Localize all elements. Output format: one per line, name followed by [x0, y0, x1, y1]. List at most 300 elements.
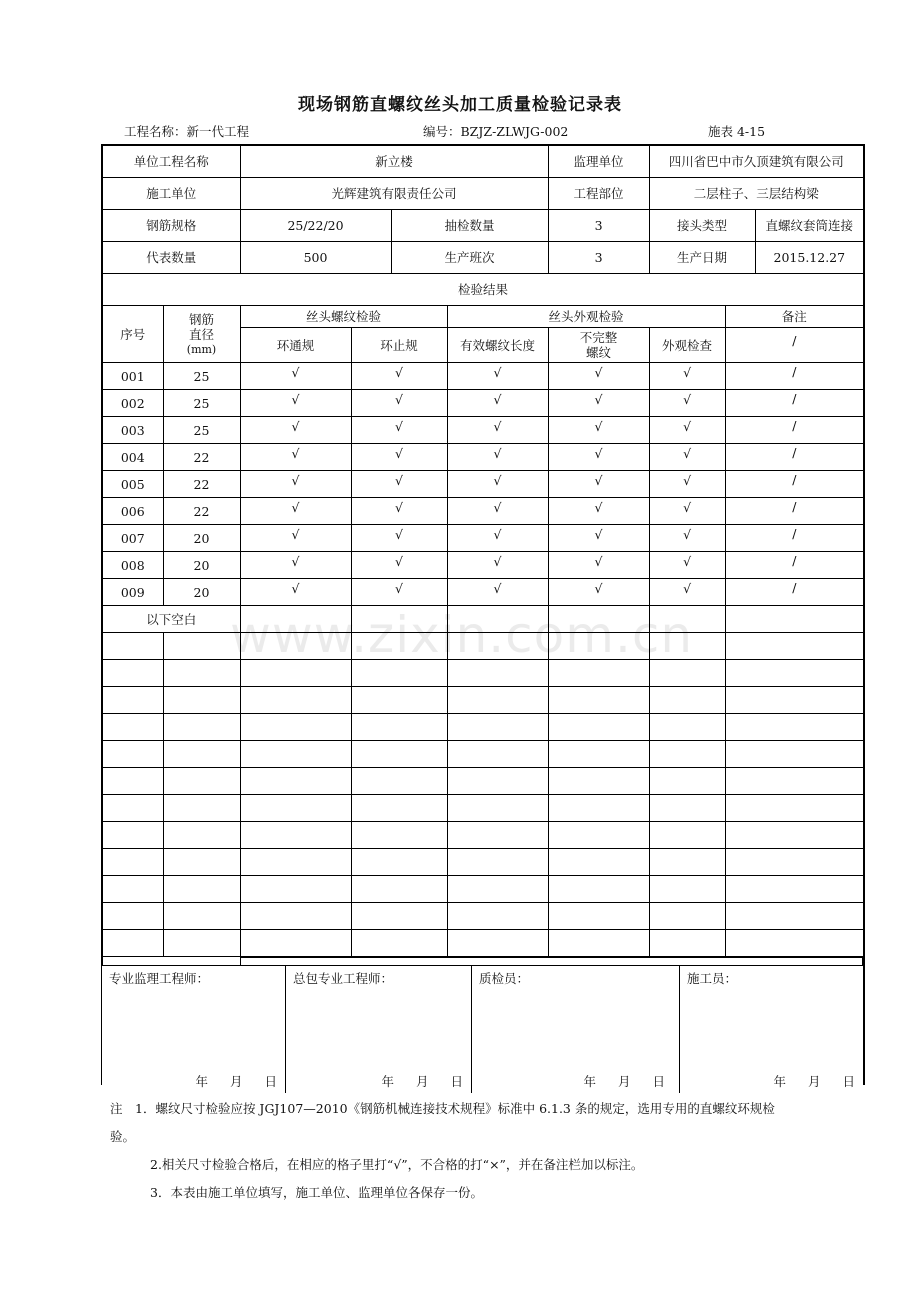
blank-cell — [725, 660, 864, 687]
blank-cell — [102, 903, 163, 930]
blank-cell — [102, 660, 163, 687]
incomplete-thread-cell — [548, 552, 649, 579]
go-gauge-cell-mark: √ — [291, 526, 300, 542]
blank-cell — [163, 633, 240, 660]
blank-cell — [447, 633, 548, 660]
effective-length-cell-mark: √ — [493, 418, 502, 434]
results-title-row — [102, 274, 864, 306]
blank-cell — [240, 795, 351, 822]
remark-cell — [725, 363, 864, 390]
blank-cell — [163, 687, 240, 714]
remark-cell — [725, 471, 864, 498]
blank-cell — [725, 849, 864, 876]
table-row — [102, 579, 864, 606]
go-gauge-cell-mark: √ — [291, 391, 300, 407]
go-gauge-cell — [240, 444, 351, 471]
inspection-table — [101, 144, 865, 1085]
effective-length-cell — [447, 471, 548, 498]
table-row — [102, 390, 864, 417]
blank-cell — [351, 876, 447, 903]
blank-cell — [240, 849, 351, 876]
incomplete-thread-cell — [548, 444, 649, 471]
thread-check-header: 丝头螺纹检验 — [240, 306, 447, 328]
nogo-gauge-cell — [351, 363, 447, 390]
blank-cell — [548, 714, 649, 741]
blank-cell — [649, 876, 725, 903]
rebar-spec-value: 25/22/20 — [240, 210, 391, 242]
go-gauge-cell-mark: √ — [291, 364, 300, 380]
nogo-gauge-cell — [351, 525, 447, 552]
nogo-gauge-cell — [351, 552, 447, 579]
nogo-gauge-cell-mark: √ — [395, 418, 403, 434]
effective-length-cell — [447, 552, 548, 579]
result-rows — [102, 363, 864, 606]
visual-check-cell — [649, 444, 725, 471]
form-number: 施表 4-15 — [708, 124, 766, 139]
blank-cell — [725, 633, 864, 660]
blank-cell — [548, 849, 649, 876]
blank-cell — [725, 714, 864, 741]
effective-length-cell — [447, 363, 548, 390]
blank-cell — [649, 633, 725, 660]
go-gauge-cell — [240, 417, 351, 444]
blank-cell — [548, 903, 649, 930]
blank-cell — [351, 930, 447, 957]
remark-header-slash: / — [792, 332, 797, 348]
sig-constructor-label: 施工员： — [687, 971, 738, 986]
incomplete-thread-cell — [548, 579, 649, 606]
visual-check-cell — [649, 579, 725, 606]
effective-length-cell — [447, 579, 548, 606]
remark-cell-mark: / — [792, 471, 797, 487]
blank-cell — [351, 822, 447, 849]
table-row — [102, 363, 864, 390]
diameter-cell: 20 — [163, 525, 240, 552]
blank-cell — [163, 849, 240, 876]
visual-check-cell-mark: √ — [683, 580, 692, 596]
rep-qty-label: 代表数量 — [102, 242, 240, 274]
seq-cell: 006 — [102, 498, 163, 525]
incomplete-thread-cell-mark: √ — [594, 526, 603, 542]
info-row-1 — [102, 145, 864, 178]
blank-cell — [351, 660, 447, 687]
incomplete-thread-line-2: 螺纹 — [586, 345, 612, 360]
sig-supervisor-date: 年 月 日 — [195, 1074, 277, 1089]
sig-constructor-box — [680, 966, 863, 1093]
effective-length-cell-mark: √ — [493, 553, 502, 569]
blank-cell — [351, 849, 447, 876]
blank-cell — [548, 687, 649, 714]
remark-cell-mark: / — [792, 498, 797, 514]
supervisor-value: 四川省巴中市久顶建筑有限公司 — [649, 145, 864, 178]
sig-supervisor-label: 专业监理工程师： — [109, 971, 210, 986]
nogo-gauge-cell-mark: √ — [395, 391, 403, 407]
incomplete-thread-cell-mark: √ — [594, 418, 603, 434]
effective-length-cell-mark: √ — [493, 472, 502, 488]
blank-cell — [351, 903, 447, 930]
blank-cell — [240, 768, 351, 795]
sig-supervisor-box — [102, 966, 286, 1093]
visual-check-cell-mark: √ — [683, 472, 692, 488]
nogo-gauge-header: 环止规 — [351, 328, 447, 363]
remark-cell — [725, 498, 864, 525]
remark-cell-mark: / — [792, 579, 797, 595]
blank-cell — [240, 741, 351, 768]
visual-check-header: 外观检查 — [649, 328, 725, 363]
visual-check-cell-mark: √ — [683, 391, 692, 407]
remark-cell — [725, 390, 864, 417]
blank-cell — [548, 930, 649, 957]
unit-project-value: 新立楼 — [240, 145, 548, 178]
visual-check-cell-mark: √ — [683, 526, 692, 542]
blank-cell — [351, 741, 447, 768]
nogo-gauge-cell — [351, 417, 447, 444]
nogo-gauge-cell-mark: √ — [395, 445, 403, 461]
go-gauge-cell — [240, 363, 351, 390]
blank-cell — [447, 714, 548, 741]
blank-row — [102, 930, 864, 957]
incomplete-thread-cell-mark: √ — [594, 472, 603, 488]
blank-cell — [649, 714, 725, 741]
supervisor-label: 监理单位 — [548, 145, 649, 178]
incomplete-thread-cell — [548, 417, 649, 444]
diameter-cell: 20 — [163, 552, 240, 579]
diameter-header — [163, 306, 240, 363]
go-gauge-cell — [240, 552, 351, 579]
remark-cell — [725, 444, 864, 471]
blank-cell — [548, 822, 649, 849]
project-name: 工程名称：新一代工程 — [124, 124, 250, 139]
blank-cell — [163, 768, 240, 795]
blank-cell — [649, 768, 725, 795]
seq-cell: 002 — [102, 390, 163, 417]
incomplete-thread-cell-mark: √ — [594, 391, 603, 407]
blank-rows — [102, 633, 864, 957]
blank-cell — [163, 660, 240, 687]
blank-cell — [163, 741, 240, 768]
go-gauge-header: 环通规 — [240, 328, 351, 363]
blank-cell — [163, 822, 240, 849]
blank-cell — [102, 687, 163, 714]
blank-cell — [447, 768, 548, 795]
blank-cell — [351, 633, 447, 660]
visual-check-cell-mark: √ — [683, 499, 692, 515]
blank-cell — [447, 822, 548, 849]
seq-cell: 007 — [102, 525, 163, 552]
info-row-2 — [102, 178, 864, 210]
blank-cell — [548, 795, 649, 822]
blank-row — [102, 633, 864, 660]
blank-row — [102, 714, 864, 741]
blank-cell — [725, 768, 864, 795]
blank-cell — [102, 822, 163, 849]
remark-cell-mark: / — [792, 363, 797, 379]
remark-cell — [725, 552, 864, 579]
blank-cell — [447, 849, 548, 876]
effective-length-cell — [447, 390, 548, 417]
incomplete-thread-cell-mark: √ — [594, 499, 603, 515]
effective-length-cell — [447, 525, 548, 552]
remark-cell-mark: / — [792, 552, 797, 568]
blank-row — [102, 849, 864, 876]
blank-cell — [351, 768, 447, 795]
project-part-value: 二层柱子、三层结构梁 — [649, 178, 864, 210]
incomplete-thread-cell — [548, 363, 649, 390]
go-gauge-cell — [240, 498, 351, 525]
effective-length-cell-mark: √ — [493, 526, 502, 542]
sig-contractor-date: 年 月 日 — [381, 1074, 463, 1089]
sample-qty-label: 抽检数量 — [391, 210, 548, 242]
table-row — [102, 471, 864, 498]
blank-cell — [447, 876, 548, 903]
blank-cell — [725, 903, 864, 930]
diameter-cell: 25 — [163, 390, 240, 417]
nogo-gauge-cell-mark: √ — [395, 580, 403, 596]
construction-unit-label: 施工单位 — [102, 178, 240, 210]
shift-label: 生产班次 — [391, 242, 548, 274]
blank-cell — [102, 795, 163, 822]
form-title: 现场钢筋直螺纹丝头加工质量检验记录表 — [298, 95, 622, 115]
blank-cell — [351, 714, 447, 741]
blank-row — [102, 795, 864, 822]
results-title: 检验结果 — [102, 274, 864, 306]
blank-cell — [102, 768, 163, 795]
blank-cell — [240, 687, 351, 714]
sig-inspector-label: 质检员： — [479, 971, 530, 986]
seq-cell: 003 — [102, 417, 163, 444]
seq-cell: 001 — [102, 363, 163, 390]
go-gauge-cell-mark: √ — [291, 472, 300, 488]
blank-cell — [649, 822, 725, 849]
visual-check-cell — [649, 498, 725, 525]
nogo-gauge-cell — [351, 444, 447, 471]
note-3: 3．本表由施工单位填写，施工单位、监理单位各保存一份。 — [150, 1185, 483, 1200]
blank-row — [102, 687, 864, 714]
blank-row — [102, 876, 864, 903]
sig-inspector-box — [472, 966, 680, 1093]
diameter-header-line-1: 钢筋 — [189, 311, 215, 327]
visual-check-cell — [649, 471, 725, 498]
blank-cell — [163, 930, 240, 957]
nogo-gauge-cell-mark: √ — [395, 553, 403, 569]
diameter-cell: 22 — [163, 471, 240, 498]
blank-cell — [351, 687, 447, 714]
visual-check-cell-mark: √ — [683, 445, 692, 461]
incomplete-thread-cell — [548, 525, 649, 552]
signature-area — [102, 965, 863, 1093]
table-row — [102, 417, 864, 444]
nogo-gauge-cell-mark: √ — [395, 472, 403, 488]
diameter-header-line-2: 直径 — [189, 326, 215, 342]
blank-cell — [163, 795, 240, 822]
rebar-spec-label: 钢筋规格 — [102, 210, 240, 242]
go-gauge-cell-mark: √ — [291, 580, 300, 596]
construction-unit-value: 光辉建筑有限责任公司 — [240, 178, 548, 210]
effective-length-cell-mark: √ — [493, 580, 502, 596]
remark-cell-mark: / — [792, 444, 797, 460]
blank-cell — [102, 741, 163, 768]
remark-cell-mark: / — [792, 525, 797, 541]
blank-cell — [447, 741, 548, 768]
visual-check-cell-mark: √ — [683, 418, 692, 434]
blank-cell — [240, 633, 351, 660]
seq-cell: 005 — [102, 471, 163, 498]
go-gauge-cell-mark: √ — [291, 418, 300, 434]
blank-cell — [447, 930, 548, 957]
go-gauge-cell — [240, 390, 351, 417]
nogo-gauge-cell-mark: √ — [395, 526, 403, 542]
remark-cell-mark: / — [792, 390, 797, 406]
remark-cell — [725, 579, 864, 606]
remark-header-value — [725, 328, 864, 363]
prod-date-value: 2015.12.27 — [755, 242, 864, 274]
blank-cell — [649, 903, 725, 930]
blank-cell — [548, 633, 649, 660]
effective-length-cell — [447, 444, 548, 471]
shift-value: 3 — [548, 242, 649, 274]
blank-cell — [163, 903, 240, 930]
effective-length-cell-mark: √ — [493, 499, 502, 515]
diameter-cell: 22 — [163, 444, 240, 471]
go-gauge-cell-mark: √ — [291, 553, 300, 569]
blank-cell — [102, 876, 163, 903]
sample-qty-value: 3 — [548, 210, 649, 242]
table-row — [102, 552, 864, 579]
sig-inspector-date: 年 月 日 — [583, 1074, 665, 1089]
incomplete-thread-cell-mark: √ — [594, 553, 603, 569]
incomplete-thread-line-1: 不完整 — [579, 330, 618, 345]
incomplete-thread-header — [548, 328, 649, 363]
diameter-cell: 20 — [163, 579, 240, 606]
blank-cell — [240, 903, 351, 930]
sig-constructor-date: 年 月 日 — [773, 1074, 855, 1089]
blank-cell — [102, 633, 163, 660]
visual-check-cell-mark: √ — [683, 364, 692, 380]
blank-cell — [548, 876, 649, 903]
effective-length-cell — [447, 417, 548, 444]
note-1a: 注 1．螺纹尺寸检验应按 JGJ107—2010《钢筋机械连接技术规程》标准中 6.1.3 条的规定，选用专用的直螺纹环规检 — [110, 1101, 775, 1116]
blank-cell — [725, 876, 864, 903]
blank-cell — [725, 930, 864, 957]
blank-cell — [240, 822, 351, 849]
incomplete-thread-cell — [548, 498, 649, 525]
go-gauge-cell — [240, 471, 351, 498]
diameter-cell: 25 — [163, 363, 240, 390]
blank-cell — [240, 660, 351, 687]
go-gauge-cell — [240, 579, 351, 606]
rep-qty-value: 500 — [240, 242, 391, 274]
go-gauge-cell-mark: √ — [291, 445, 300, 461]
remark-cell — [725, 525, 864, 552]
blank-cell — [447, 795, 548, 822]
results-header-row-1 — [102, 306, 864, 328]
table-row — [102, 525, 864, 552]
blank-row — [102, 741, 864, 768]
nogo-gauge-cell — [351, 471, 447, 498]
note-1b: 验。 — [110, 1129, 136, 1144]
effective-length-cell-mark: √ — [493, 445, 502, 461]
incomplete-thread-cell — [548, 471, 649, 498]
effective-length-cell — [447, 498, 548, 525]
sig-contractor-label: 总包专业工程师： — [293, 971, 394, 986]
nogo-gauge-cell — [351, 390, 447, 417]
visual-check-cell — [649, 552, 725, 579]
blank-cell — [548, 741, 649, 768]
unit-project-label: 单位工程名称 — [102, 145, 240, 178]
blank-cell — [649, 660, 725, 687]
blank-cell — [163, 714, 240, 741]
go-gauge-cell-mark: √ — [291, 499, 300, 515]
blank-cell — [102, 714, 163, 741]
blank-cell — [649, 930, 725, 957]
blank-cell — [240, 930, 351, 957]
sig-contractor-box — [286, 966, 472, 1093]
incomplete-thread-cell-mark: √ — [594, 364, 603, 380]
diameter-header-unit: (mm) — [186, 342, 217, 356]
blank-row — [102, 660, 864, 687]
effective-length-cell-mark: √ — [493, 391, 502, 407]
effective-length-header: 有效螺纹长度 — [447, 328, 548, 363]
blank-row — [102, 903, 864, 930]
nogo-gauge-cell — [351, 498, 447, 525]
note-2: 2.相关尺寸检验合格后，在相应的格子里打“√”，不合格的打“×”，并在备注栏加以标注。 — [150, 1157, 644, 1172]
table-row — [102, 498, 864, 525]
seq-cell: 008 — [102, 552, 163, 579]
blank-cell — [447, 687, 548, 714]
go-gauge-cell — [240, 525, 351, 552]
prod-date-label: 生产日期 — [649, 242, 755, 274]
blank-cell — [725, 795, 864, 822]
seq-cell: 009 — [102, 579, 163, 606]
project-part-label: 工程部位 — [548, 178, 649, 210]
blank-cell — [725, 741, 864, 768]
visual-check-cell-mark: √ — [683, 553, 692, 569]
blank-cell — [447, 903, 548, 930]
blank-row — [102, 822, 864, 849]
blank-cell — [548, 660, 649, 687]
incomplete-thread-cell-mark: √ — [594, 580, 603, 596]
incomplete-thread-cell-mark: √ — [594, 445, 603, 461]
joint-type-label: 接头类型 — [649, 210, 755, 242]
blank-cell — [725, 687, 864, 714]
joint-type-value: 直螺纹套筒连接 — [755, 210, 864, 242]
seq-header: 序号 — [102, 306, 163, 363]
blank-cell — [240, 876, 351, 903]
form-code: 编号：BZJZ-ZLWJG-002 — [423, 124, 569, 139]
appearance-check-header: 丝头外观检验 — [447, 306, 725, 328]
blank-cell — [649, 687, 725, 714]
info-row-4 — [102, 242, 864, 274]
remark-cell-mark: / — [792, 417, 797, 433]
nogo-gauge-cell-mark: √ — [395, 499, 403, 515]
blank-note-row — [102, 606, 864, 633]
diameter-cell: 22 — [163, 498, 240, 525]
blank-cell — [351, 795, 447, 822]
blank-cell — [102, 930, 163, 957]
nogo-gauge-cell — [351, 579, 447, 606]
blank-cell — [240, 714, 351, 741]
seq-cell: 004 — [102, 444, 163, 471]
visual-check-cell — [649, 417, 725, 444]
blank-row — [102, 768, 864, 795]
remark-cell — [725, 417, 864, 444]
visual-check-cell — [649, 390, 725, 417]
blank-cell — [649, 795, 725, 822]
visual-check-cell — [649, 363, 725, 390]
blank-cell — [447, 660, 548, 687]
info-row-3 — [102, 210, 864, 242]
table-row — [102, 444, 864, 471]
